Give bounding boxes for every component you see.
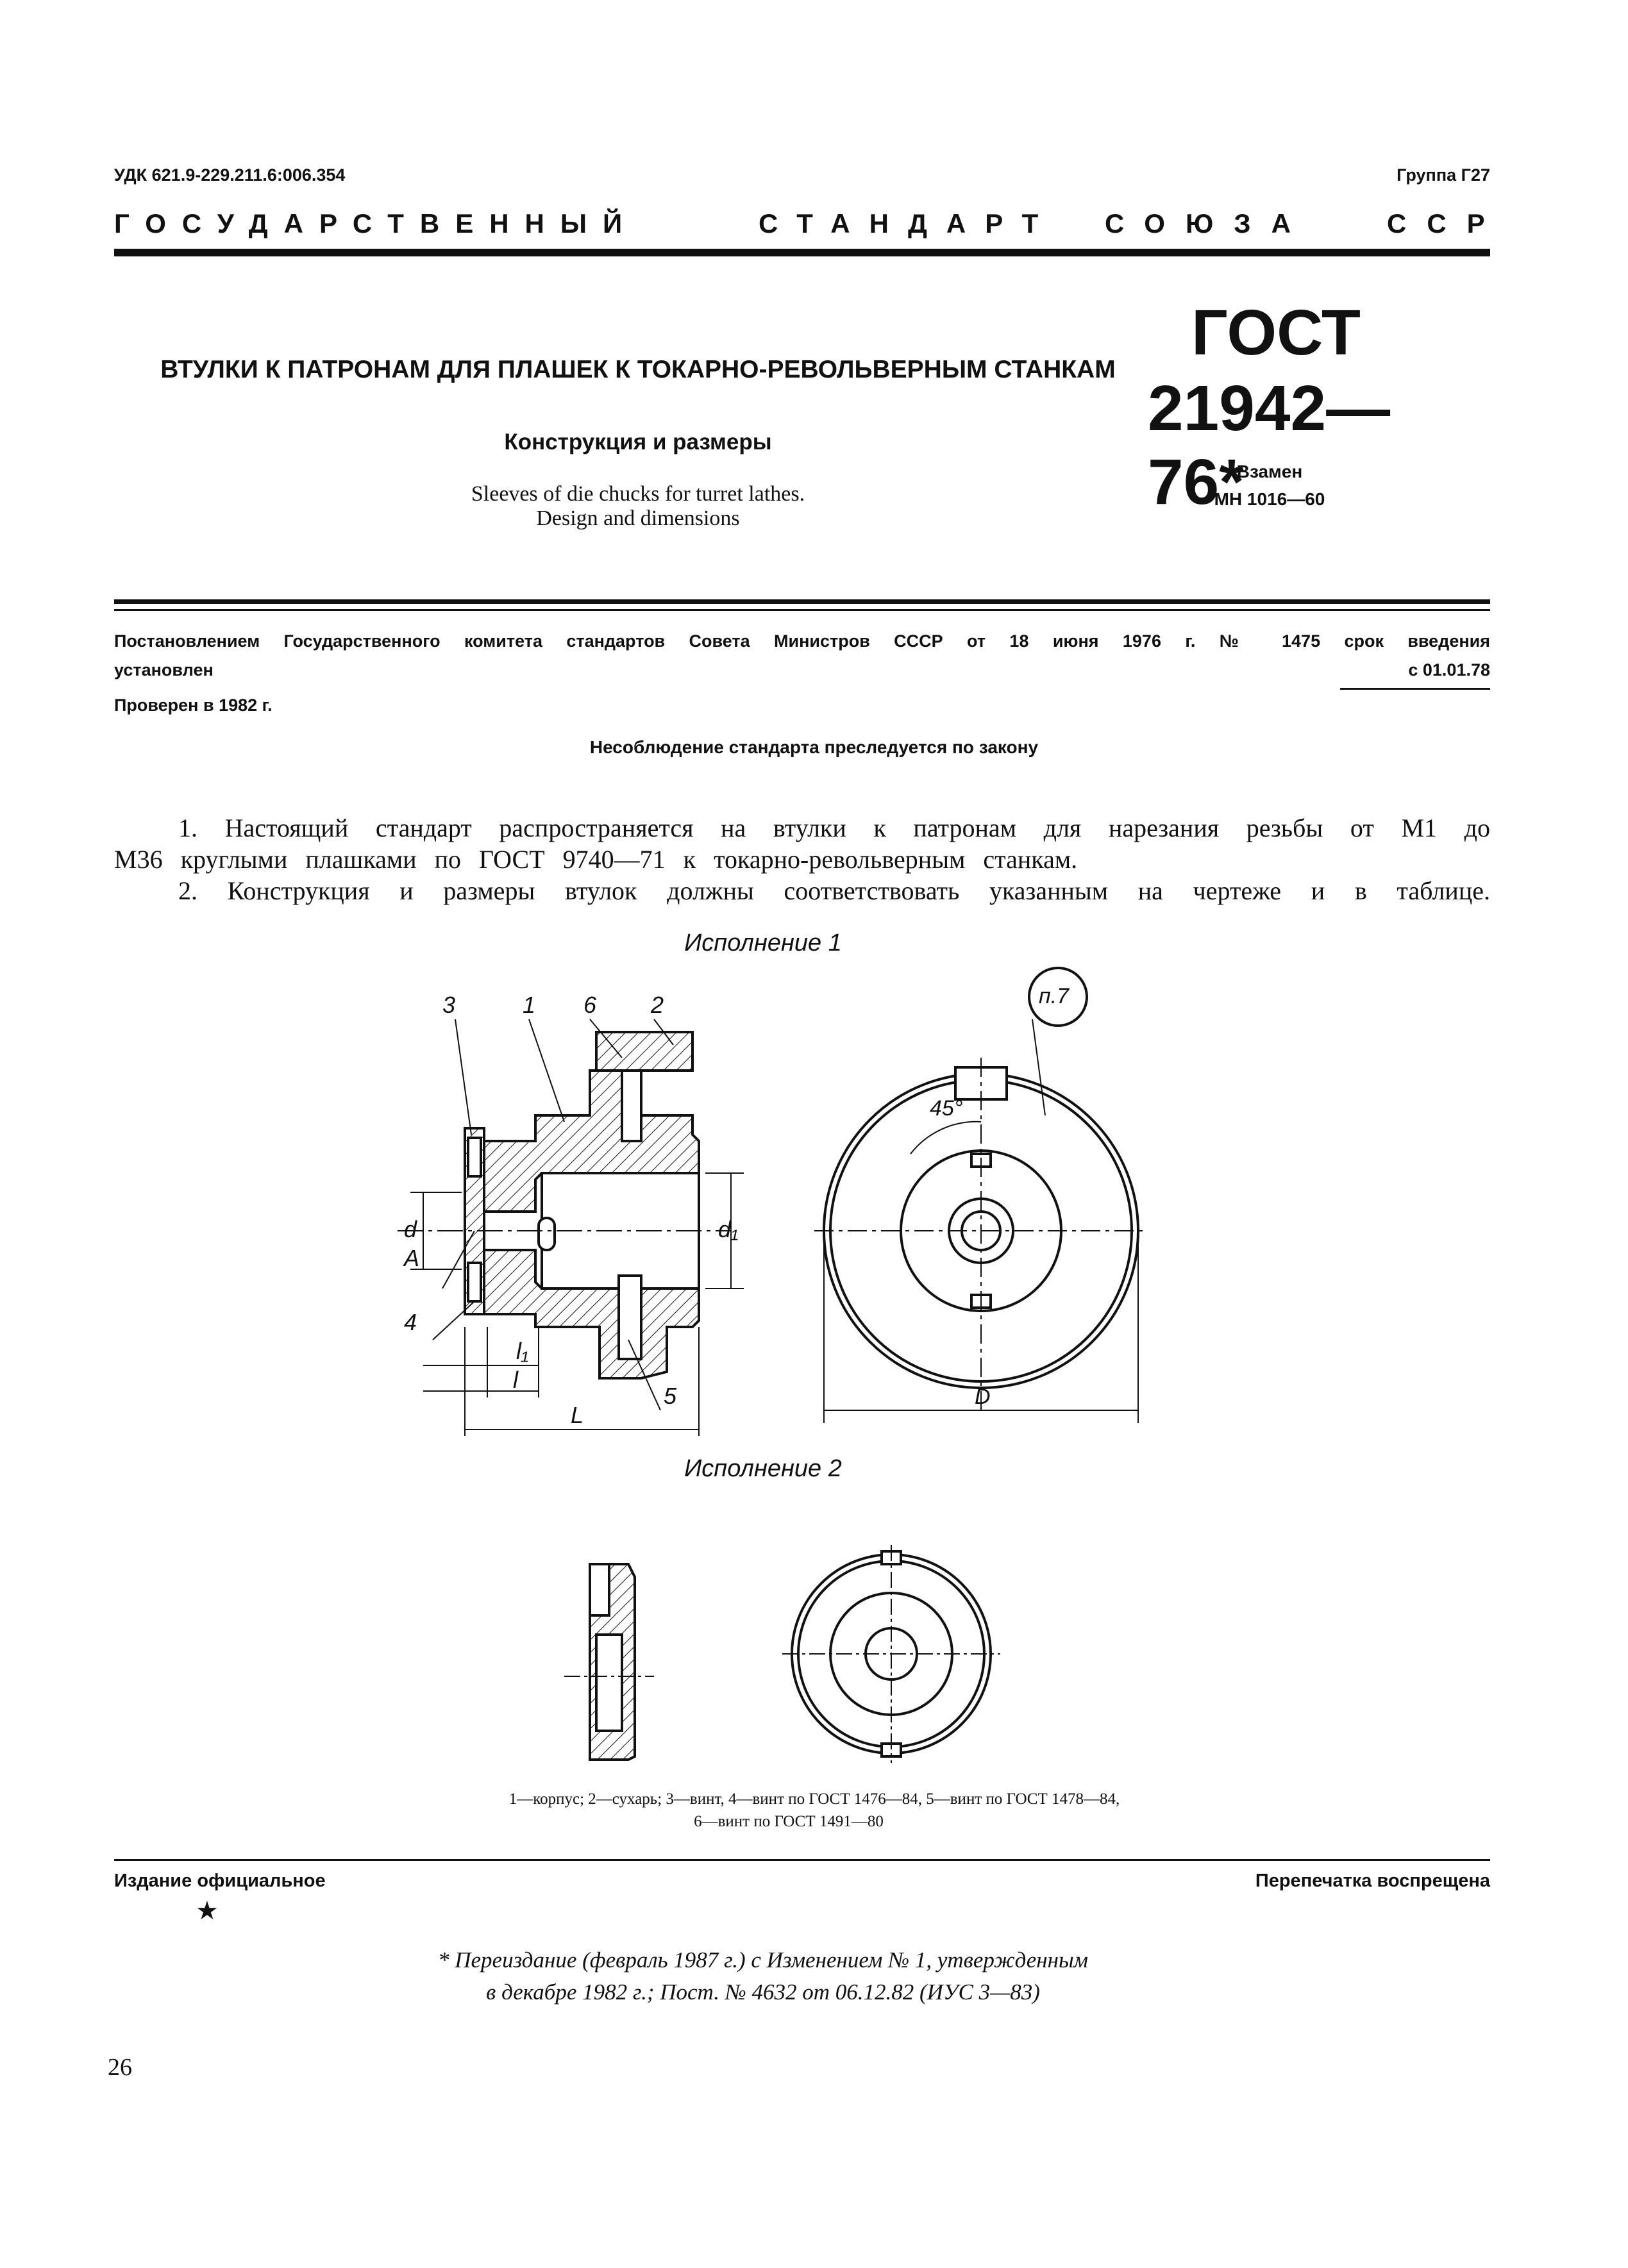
callout-5: 5: [664, 1383, 677, 1409]
dim-d1: d₁: [718, 1216, 739, 1242]
udc-code: УДК 621.9-229.211.6:006.354: [114, 165, 346, 185]
legend-line-1: 1—корпус; 2—сухарь; 3—винт, 4—винт по ГОСТ 1476—84, 5—винт по ГОСТ 1478—84,: [508, 1790, 1120, 1808]
english-title-2: Design and dimensions: [536, 506, 740, 530]
document-title: ВТУЛКИ К ПАТРОНАМ ДЛЯ ПЛАШЕК К ТОКАРНО-РЕВОЛЬВЕРНЫМ СТАНКАМ: [160, 356, 1116, 383]
callout-2: 2: [651, 992, 664, 1018]
banner-word-3: СОЮЗА: [1105, 208, 1311, 238]
reissue-note-2: в декабре 1982 г.; Пост. № 4632 от 06.12.82 (ИУС 3—83): [486, 1980, 1040, 2005]
paragraph-1-line-2: M36 круглыми плашками по ГОСТ 9740—71 к токарно-револьверным станкам.: [114, 845, 1078, 874]
checked-year: Проверен в 1982 г.: [114, 696, 273, 715]
callout-1: 1: [523, 992, 536, 1018]
reissue-note-1: * Переиздание (февраль 1987 г.) с Изменением № 1, утвержденным: [437, 1947, 1089, 1972]
angle-label: 45°: [930, 1096, 963, 1121]
note-ref: п.7: [1039, 984, 1070, 1008]
drawing-version-1-section: [385, 981, 744, 1449]
callout-A: A: [404, 1245, 420, 1271]
banner-word-4: ССР: [1387, 208, 1506, 238]
document-subtitle: Конструкция и размеры: [504, 429, 772, 454]
official-edition: Издание официальное: [114, 1871, 326, 1891]
dim-l: l: [513, 1367, 518, 1393]
decree-date: с 01.01.78: [1408, 660, 1490, 680]
dim-d: d: [404, 1216, 417, 1242]
paragraph-2: 2. Конструкция и размеры втулок должны соответствовать указанным на чертеже и в таблице.: [178, 876, 1490, 905]
group-code: Группа Г27: [1397, 165, 1490, 185]
reprint-prohibited: Перепечатка воспрещена: [1255, 1871, 1490, 1891]
drawing-version-1-end-view: [814, 962, 1173, 1449]
english-title-1: Sleeves of die chucks for turret lathes.: [471, 482, 805, 506]
figure-2-label: Исполнение 2: [684, 1455, 842, 1482]
footer-rule: [114, 1859, 1490, 1861]
title-rule-bottom: [114, 609, 1490, 611]
drawing-version-2-end-view: [782, 1538, 1000, 1769]
replaces-value: МН 1016—60: [1214, 489, 1325, 509]
title-rule-top: [114, 599, 1490, 604]
callout-6: 6: [583, 992, 597, 1018]
callout-3: 3: [442, 992, 456, 1018]
gost-number: 21942—76*: [1148, 372, 1391, 518]
dim-D: D: [975, 1385, 991, 1409]
replaces-label: Взамен: [1236, 462, 1303, 481]
decree-installed: установлен: [114, 660, 214, 680]
star-icon: ★: [196, 1897, 219, 1925]
drawing-version-2-section: [564, 1538, 654, 1769]
date-underline: [1340, 688, 1490, 690]
banner-word-1: ГОСУДАРСТВЕННЫЙ: [114, 208, 639, 238]
paragraph-1-line-1: 1. Настоящий стандарт распространяется на втулки к патронам для нарезания резьбы от M1 до: [178, 813, 1490, 842]
figure-1-label: Исполнение 1: [684, 930, 842, 956]
banner-word-2: СТАНДАРТ: [759, 208, 1058, 238]
banner-rule: [114, 249, 1490, 256]
callout-4: 4: [404, 1309, 417, 1335]
page-number: 26: [108, 2054, 132, 2081]
dim-l1: l₁: [516, 1338, 529, 1364]
gost-label: ГОСТ: [1191, 297, 1361, 369]
legend-line-2: 6—винт по ГОСТ 1491—80: [694, 1813, 884, 1830]
dim-L: L: [571, 1402, 584, 1428]
decree-text: Постановлением Государственного комитета стандартов Совета Министров СССР от 18 июня 1976 г. № 1475 срок введения: [114, 631, 1490, 651]
law-notice: Несоблюдение стандарта преследуется по закону: [589, 737, 1039, 757]
